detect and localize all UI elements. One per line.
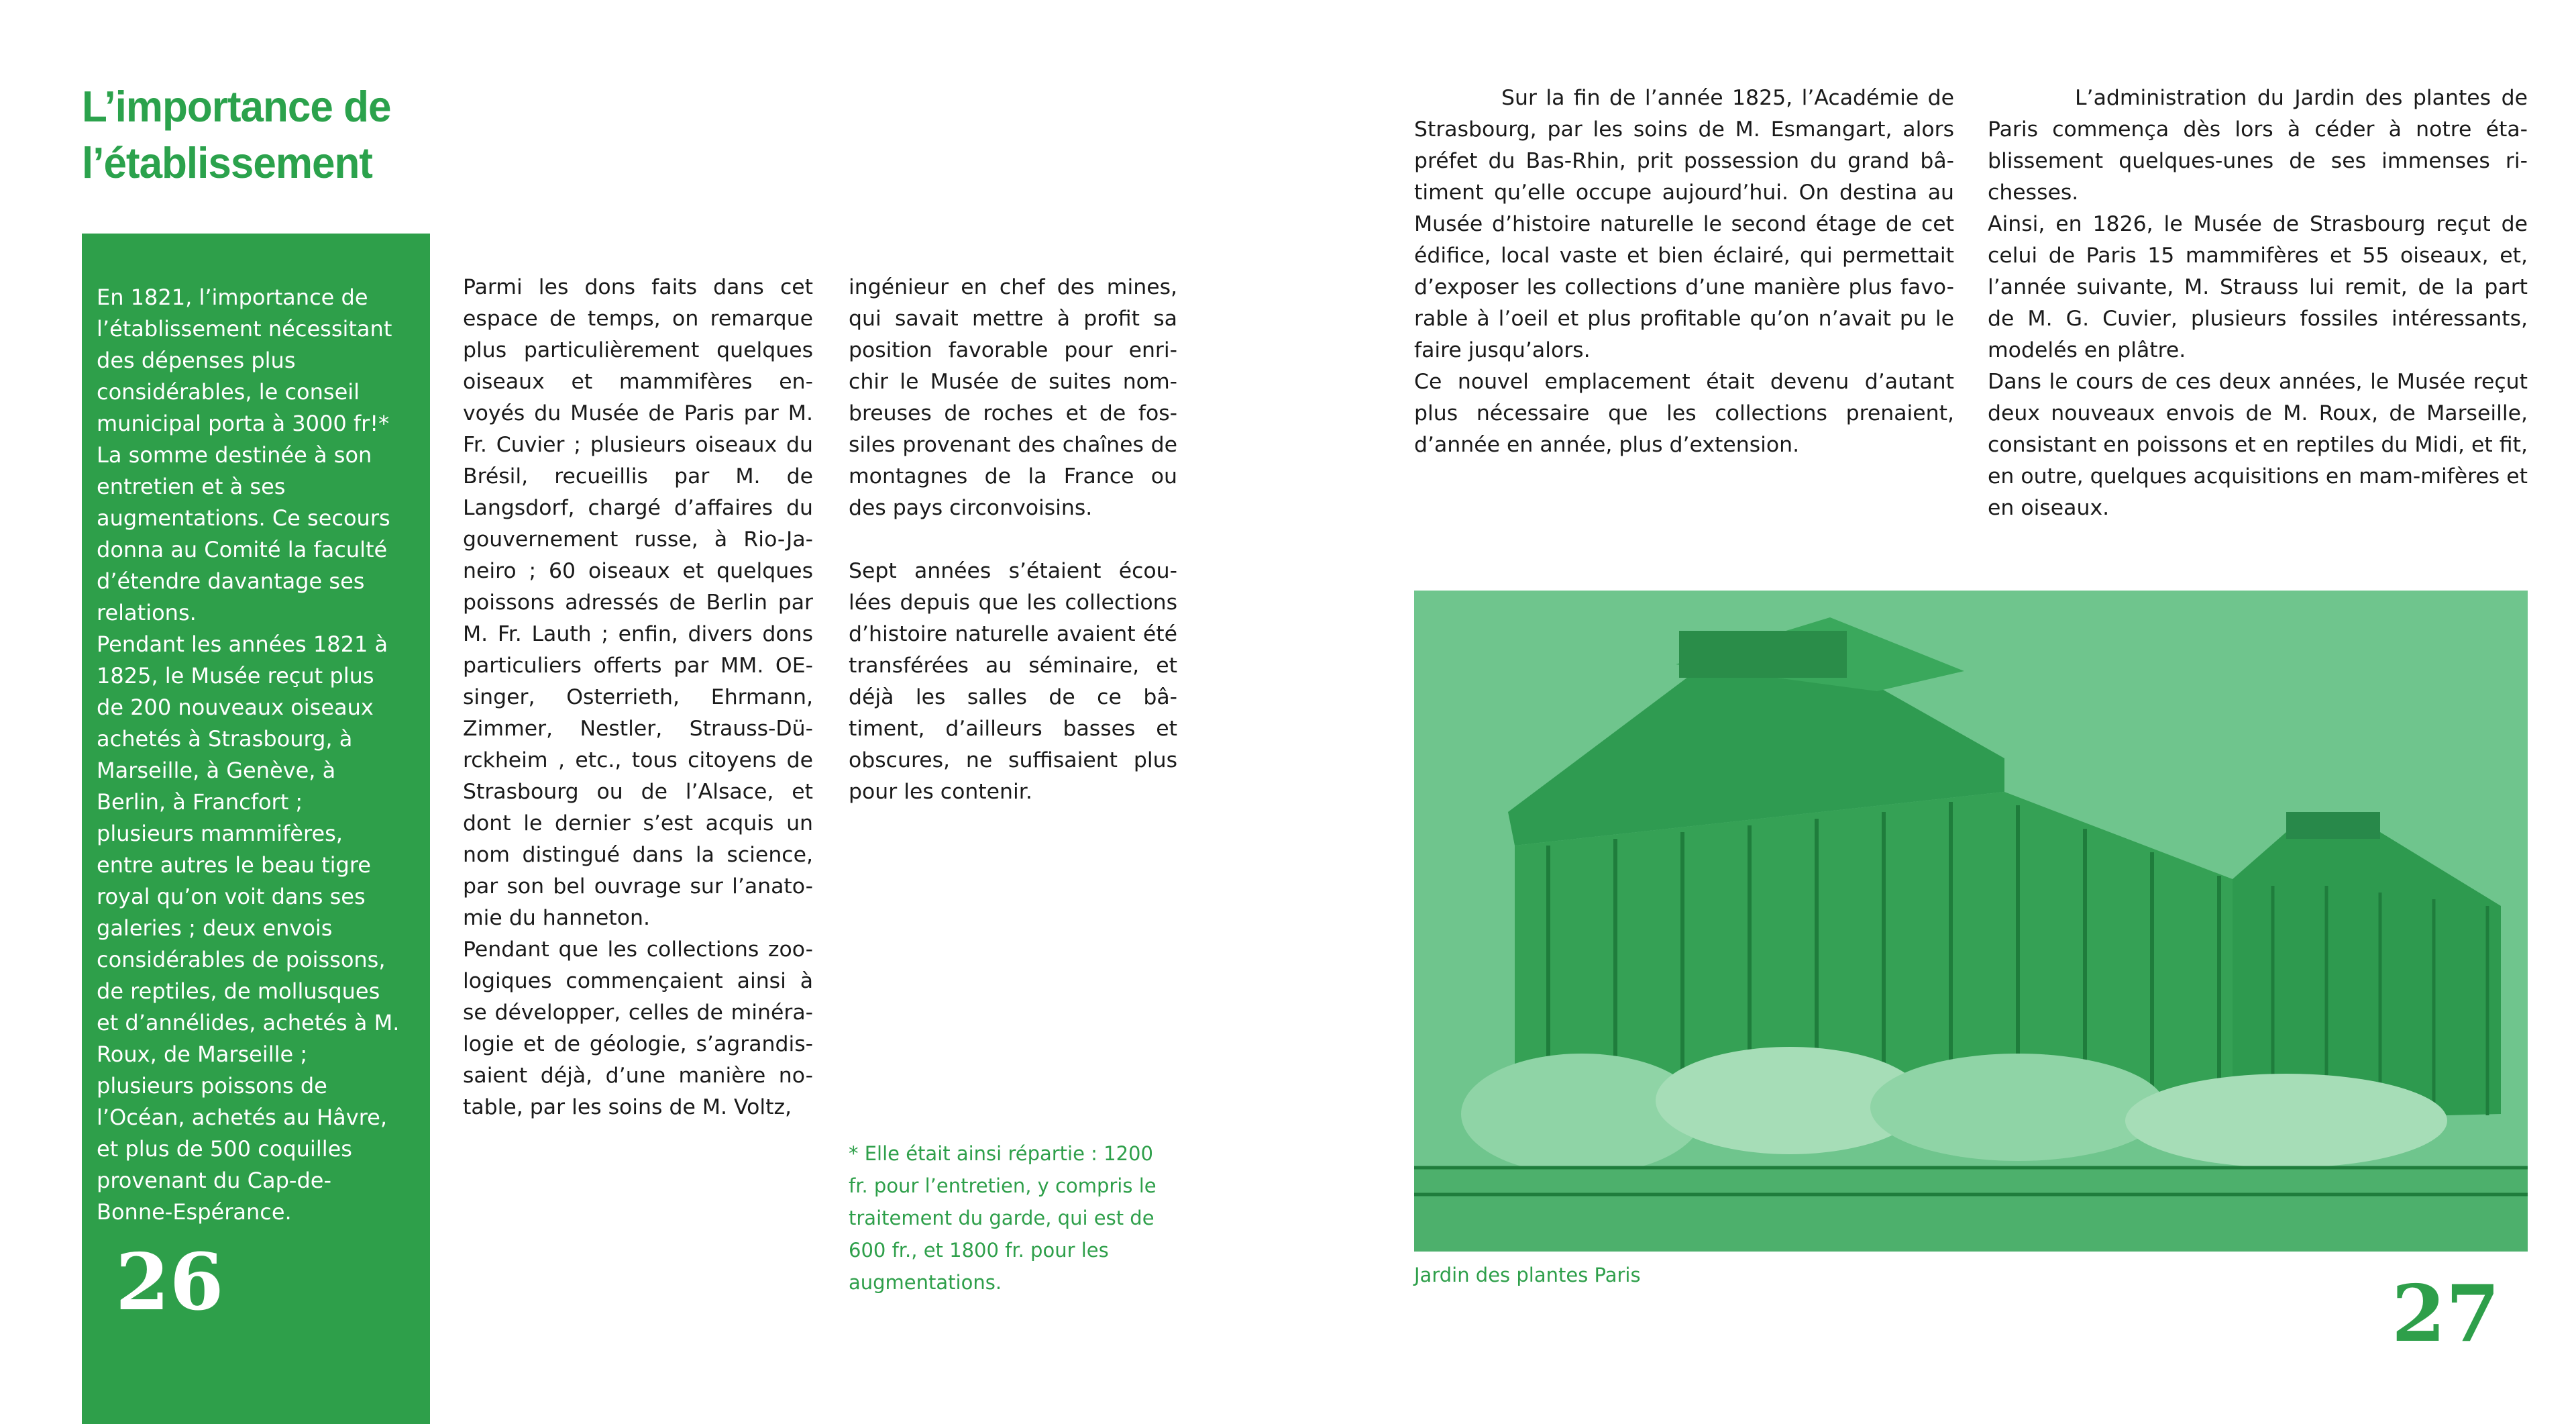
page-number-left: 26 xyxy=(115,1237,224,1328)
paragraph: L’administration du Jardin des plantes de Paris commença dès lors à céder à notre éta-blissement quelques-unes de ses immenses ri-chesses. xyxy=(1988,86,2528,205)
section-heading xyxy=(82,79,458,192)
text-column-2 xyxy=(849,272,1177,808)
page-number-right: 27 xyxy=(2392,1268,2500,1360)
heading-line-2: l’établissement xyxy=(82,139,372,188)
footnote: * Elle était ainsi répartie : 1200 fr. pour l’entretien, y compris le traitement du garde, qui est de 600 fr., et 1800 fr. pour les augmentations. xyxy=(849,1142,1157,1294)
sidebar-text xyxy=(97,282,405,1228)
sidebar-paragraph: Pendant les années 1821 à 1825, le Musée reçut plus de 200 nouveaux oiseaux achetés à Strasbourg, à Marseille, à Genève, à Berlin, à Francfort ; plusieurs mammifères, entre autres le beau tigre royal qu’on voit dans ses galeries ; deux envois considérables de poissons, de reptiles, de mollusques et d’annélides, achetés à M. Roux, de Marseille ; plusieurs poissons de l’Océan, achetés au Hâvre, et plus de 500 coquilles provenant du Cap-de-Bonne-Espérance. xyxy=(97,631,400,1225)
paragraph: Dans le cours de ces deux années, le Musée reçut deux nouveaux envois de M. Roux, de Marseille, consistant en poissons et en reptiles du Midi, et fit, en outre, quelques acquisitions en mam-mifères et en oiseaux. xyxy=(1988,370,2528,520)
heading-line-1: L’importance de xyxy=(82,83,391,132)
text-column-4 xyxy=(1988,83,2528,524)
paragraph: Ce nouvel emplacement était devenu d’autant plus nécessaire que les collections prenaient, d’année en année, plus d’extension. xyxy=(1414,370,1954,457)
sidebar-paragraph: En 1821, l’importance de l’établissement nécessitant des dépenses plus considérables, le conseil municipal porta à 3000 fr!* La somme destinée à son entretien et à ses augmentations. Ce secours donna au Comité la faculté d’étendre davantage ses relations. xyxy=(97,285,392,625)
greenhouse-photo xyxy=(1414,591,2528,1252)
text-column-1 xyxy=(463,272,813,1123)
photo-caption: Jardin des plantes Paris xyxy=(1414,1264,1641,1286)
paragraph: Sept années s’étaient écou-lées depuis que les collections d’histoire naturelle avaient été transférées au séminaire, et déjà les salles de ce bâ-timent, d’ailleurs basses et obscures, ne suffisaient plus pour les contenir. xyxy=(849,559,1177,804)
paragraph: Pendant que les collections zoo-logiques commençaient ainsi à se développer, celles de minéra-logie et de géologie, s’agrandis-saient déjà, d’une manière no-table, par les soins de M. Voltz, xyxy=(463,937,813,1119)
paragraph: ingénieur en chef des mines, qui savait mettre à profit sa position favorable pour enri-chir le Musée de suites nom-breuses de roches et de fos-siles provenant des chaînes de montagnes de la France ou des pays circonvoisins. xyxy=(849,275,1177,520)
greenhouse-illustration xyxy=(1414,591,2528,1252)
text-column-3 xyxy=(1414,83,1954,461)
paragraph: Sur la fin de l’année 1825, l’Académie de Strasbourg, par les soins de M. Esmangart, alors préfet du Bas-Rhin, prit possession du grand bâ-timent qu’elle occupe aujourd’hui. On destina au Musée d’histoire naturelle le second étage de cet édifice, local vaste et bien éclairé, qui permettait d’exposer les collections d’une manière plus favo-rable à l’oeil et plus profitable qu’on n’avait pu le faire jusqu’alors. xyxy=(1414,86,1954,362)
paragraph: Parmi les dons faits dans cet espace de temps, on remarque plus particulièrement quelques oiseaux et mammifères en-voyés du Musée de Paris par M. Fr. Cuvier ; plusieurs oiseaux du Brésil, recueillis par M. de Langsdorf, chargé d’affaires du gouvernement russe, à Rio-Ja-neiro ; 60 oiseaux et quelques poissons adressés de Berlin par M. Fr. Lauth ; enfin, divers dons particuliers offerts par MM. OE-singer, Osterrieth, Ehrmann, Zimmer, Nestler, Strauss-Dü-rckheim , etc., tous citoyens de Strasbourg ou de l’Alsace, et dont le dernier s’est acquis un nom distingué dans la science, par son bel ouvrage sur l’anato-mie du hanneton. xyxy=(463,275,813,930)
paragraph: Ainsi, en 1826, le Musée de Strasbourg reçut de celui de Paris 15 mammifères et 55 oiseaux, et, l’année suivante, M. Strauss lui remit, de la part de M. G. Cuvier, plusieurs fossiles intéressants, modelés en plâtre. xyxy=(1988,212,2528,362)
sidebar-panel xyxy=(82,234,430,1424)
